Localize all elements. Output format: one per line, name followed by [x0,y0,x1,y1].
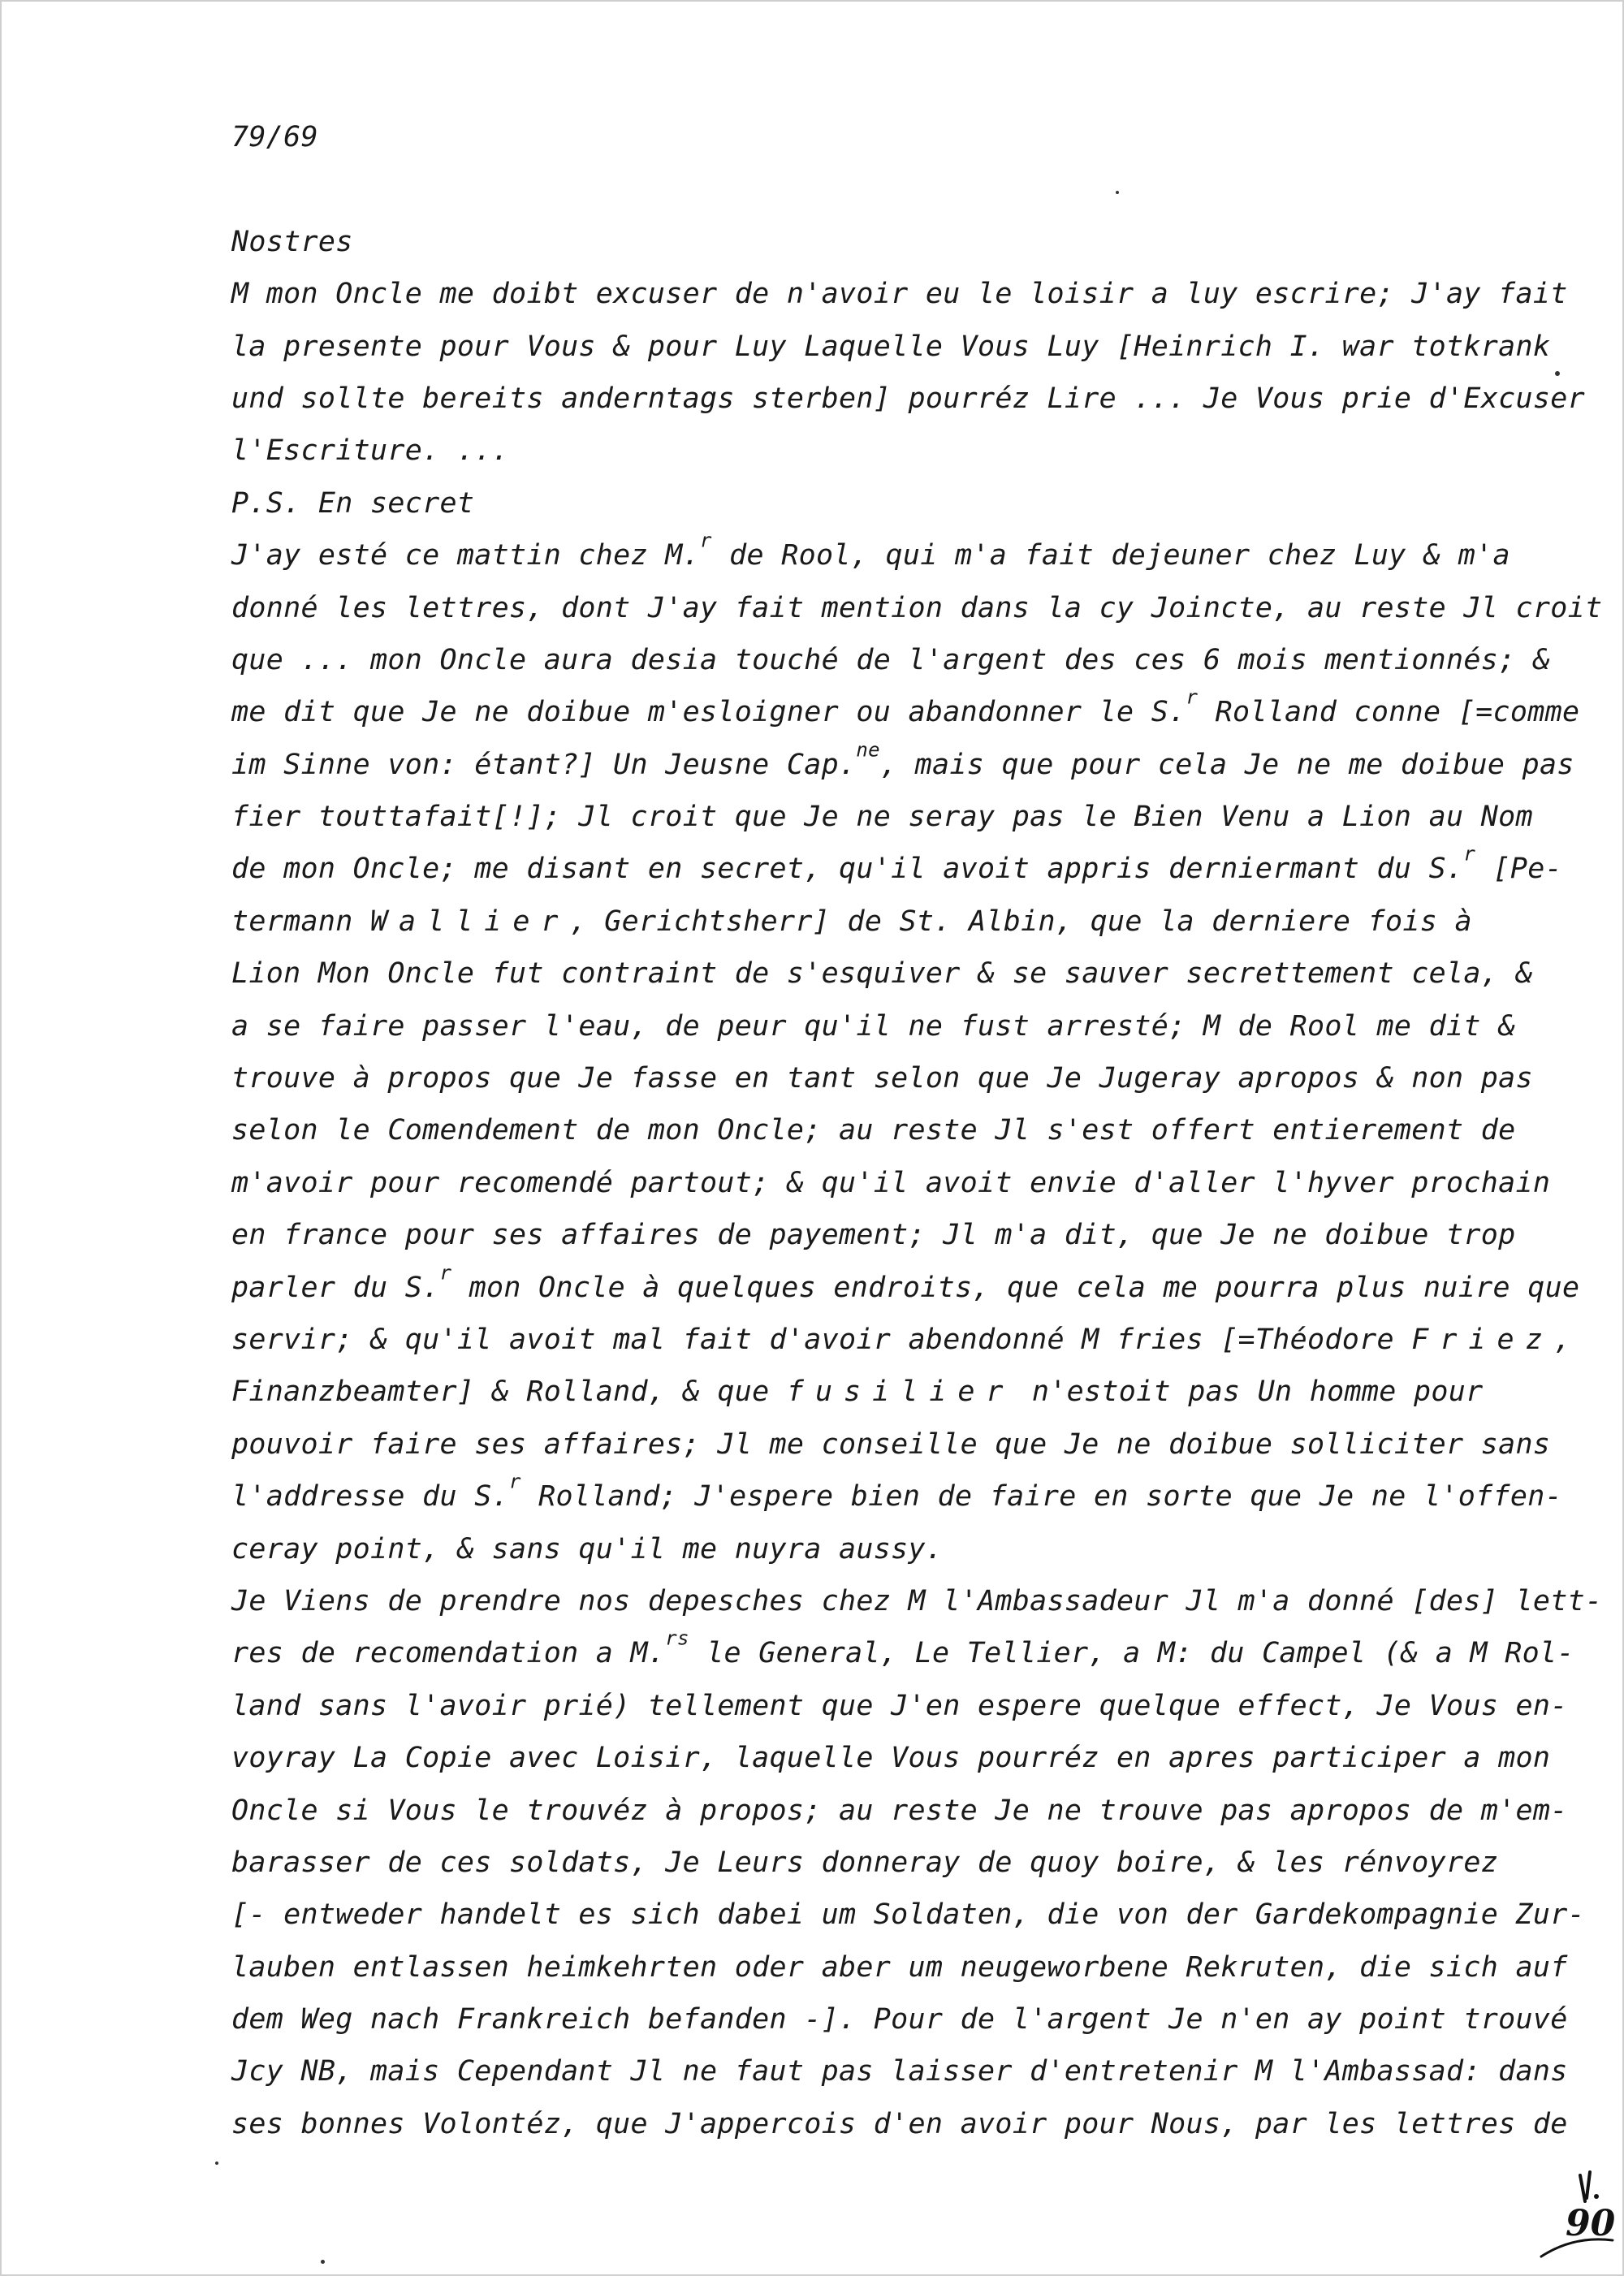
superscript: r [1186,685,1199,709]
superscript: rs [665,1626,689,1650]
text-line: l'Escriture. ... [231,434,509,468]
text-segment: J'ay esté ce mattin chez M. [231,539,701,572]
superscript: r [700,529,712,552]
text-line [231,1470,1563,1522]
scan-speck [321,2260,325,2264]
spaced-name: Friez [1411,1323,1554,1356]
text-line: barasser de ces soldats, Je Leurs donneray de quoy boire, & les rénvoyrez [231,1846,1499,1879]
text-segment: , Gerichtsherr] de St. Albin, que la derniere fois à [569,905,1472,938]
text-line [231,685,1580,738]
superscript: ne [856,738,880,762]
text-segment: Rolland; J'espere bien de faire en sorte que Je ne l'offen- [520,1480,1563,1514]
superscript: r [508,1470,521,1493]
superscript: r [1463,842,1476,866]
text-line [231,1261,1580,1314]
text-segment: parler du S. [231,1271,440,1304]
text-segment: , mais que pour cela Je ne me doibue pas [879,748,1574,781]
text-line: que ... mon Oncle aura desia touché de l'argent des ces 6 mois mentionnés; & [231,643,1551,676]
text-segment: me dit que Je ne doibue m'esloigner ou abandonner le S. [231,696,1186,729]
text-line: ses bonnes Volontéz, que J'appercois d'en avoir pour Nous, par les lettres de [231,2107,1568,2140]
text-segment: Rolland conne [=comme [1198,696,1580,729]
text-line: ceray point, & sans qu'il me nuyra aussy. [231,1532,944,1566]
text-line: donné les lettres, dont J'ay fait mention dans la cy Joincte, au reste Jl croit [231,591,1603,624]
spaced-name: fusilier [786,1376,1015,1409]
text-segment: de mon Oncle; me disant en secret, qu'il avoit appris derniermant du S. [231,853,1464,886]
text-line [231,1314,1572,1366]
blank-line [231,163,1531,215]
text-line: dem Weg nach Frankreich befanden -]. Pour de l'argent Je n'en ay point trouvé [231,2003,1568,2036]
text-segment: im Sinne von: étant?] Un Jeusne Cap. [231,748,857,781]
page-number: 79/69 [231,121,318,153]
spaced-name: Wallier [369,905,570,938]
text-segment: res de recomendation a M. [231,1637,666,1670]
text-line: a se faire passer l'eau, de peur qu'il ne fust arresté; M de Rool me dit & [231,1009,1516,1043]
text-line [231,842,1563,895]
text-line [231,1626,1574,1679]
text-segment: , [1553,1323,1572,1356]
text-line: pouvoir faire ses affaires; Jl me conseille que Je ne doibue solliciter sans [231,1427,1551,1461]
text-line: Je Viens de prendre nos depesches chez M l'Ambassadeur Jl m'a donné [des] lett- [231,1584,1603,1617]
text-line [231,896,1531,948]
text-line: und sollte bereits anderntags sterben] pourréz Lire ... Je Vous prie d'Excuser [231,382,1585,415]
text-segment: termann [231,905,370,938]
text-segment: mon Oncle à quelques endroits, que cela me pourra plus nuire que [451,1271,1580,1304]
text-segment: n'estoit pas Un homme pour [1014,1376,1484,1409]
text-segment: de Rool, qui m'a fait dejeuner chez Luy & m'a [711,539,1510,572]
text-line: Lion Mon Oncle fut contraint de s'esquiver & se sauver secrettement cela, & [231,957,1533,991]
text-line: fier touttafait[!]; Jl croit que Je ne seray pas le Bien Venu a Lion au Nom [231,801,1533,834]
text-line: Jcy NB, mais Cependant Jl ne faut pas laisser d'entretenir M l'Ambassad: dans [231,2055,1568,2088]
text-segment: Finanzbeamter] & Rolland, & que [231,1376,787,1409]
text-segment: l'addresse du S. [231,1480,509,1514]
text-line-salutation: Nostres [231,225,353,258]
text-segment: [Pe- [1475,853,1563,886]
superscript: r [439,1261,452,1284]
text-line: trouve à propos que Je fasse en tant selon que Je Jugeray apropos & non pas [231,1062,1533,1095]
text-line: voyray La Copie avec Loisir, laquelle Vous pourréz en apres participer a mon [231,1742,1551,1775]
text-segment: le General, Le Tellier, a M: du Campel (& a M Rol- [689,1637,1574,1670]
text-line [231,1366,1531,1418]
text-line: land sans l'avoir prié) tellement que J'en espere quelque effect, Je Vous en- [231,1689,1568,1722]
scan-speck [215,2162,218,2165]
text-line [231,529,1531,581]
folio-number: 90 [1566,2203,1616,2244]
text-line: [- entweder handelt es sich dabei um Soldaten, die von der Gardekompagnie Zur- [231,1898,1585,1932]
text-line [231,738,1574,791]
text-line: en france pour ses affaires de payement; Jl m'a dit, que Je ne doibue trop [231,1219,1516,1252]
text-line-postscript-heading: P.S. En secret [231,486,475,520]
scan-speck [1116,191,1119,194]
handwritten-folio-mark [1517,2161,1622,2266]
text-line: m'avoir pour recomendé partout; & qu'il avoit envie d'aller l'hyver prochain [231,1166,1551,1199]
typescript-body [231,111,1603,2150]
text-line: lauben entlassen heimkehrten oder aber um neugeworbene Rekruten, die sich auf [231,1950,1568,1984]
text-line: M mon Oncle me doibt excuser de n'avoir eu le loisir a luy escrire; J'ay fait [231,278,1568,311]
text-line: selon le Comendement de mon Oncle; au reste Jl s'est offert entierement de [231,1114,1516,1147]
scan-speck [1555,371,1560,376]
text-line: la presente pour Vous & pour Luy Laquelle Vous Luy [Heinrich I. war totkrank [231,330,1551,363]
text-segment: servir; & qu'il avoit mal fait d'avoir abendonné M fries [=Théodore [231,1323,1412,1356]
text-line: Oncle si Vous le trouvéz à propos; au reste Je ne trouve pas apropos de m'em- [231,1794,1568,1827]
